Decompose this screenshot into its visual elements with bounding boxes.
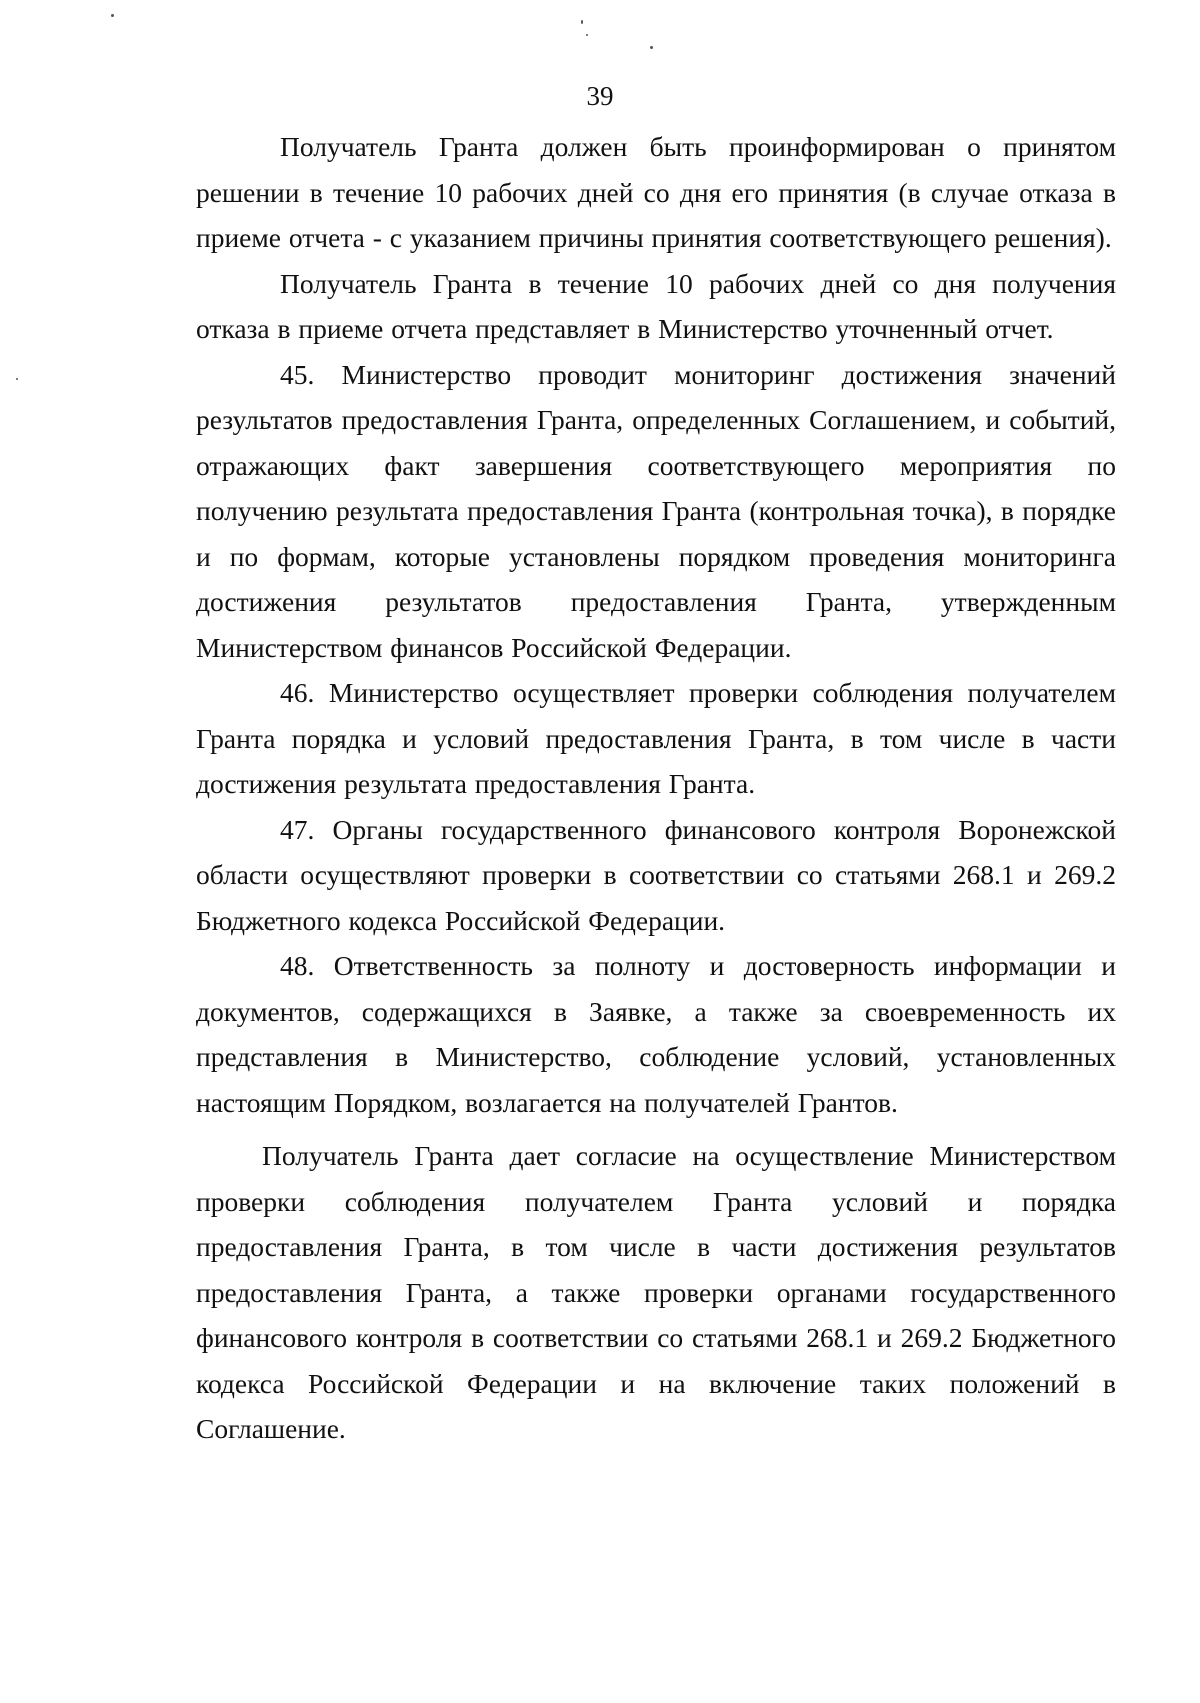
paragraph-item-45: 45. Министерство проводит мониторинг достижения значений результатов предоставления Гранта, определенных Соглашением, и событий, отражающих факт завершения соответствующего мероприятия по получению результата предоставления Гранта (контрольная точка), в порядке и по формам, которые установлены порядком проведения мониторинга достижения результатов предоставления Гранта, утвержденным Министерством финансов Российской Федерации. [196, 358, 1116, 663]
paragraph-item-48: 48. Ответственность за полноту и достоверность информации и документов, содержащихся в Заявке, а также за своевременность их представления в Министерство, соблюдение условий, установленных настоящим Порядком, возлагается на получателей Грантов. [196, 950, 1116, 1118]
paragraph-item-46: 46. Министерство осуществляет проверки соблюдения получателем Гранта порядка и условий предоставления Гранта, в том числе в части достижения результата предоставления Гранта. [196, 677, 1116, 799]
paragraph-item-47: 47. Органы государственного финансового контроля Воронежской области осуществляют проверки в соответствии со статьями 268.1 и 269.2 Бюджетного кодекса Российской Федерации. [196, 813, 1116, 936]
page-number: 39 [586, 81, 614, 111]
paragraph-consent: Получатель Гранта дает согласие на осуществление Министерством проверки соблюдения получателем Гранта условий и порядка предоставления Гранта, в том числе в части достижения результатов предоставления Гранта, а также проверки органами государственного финансового контроля в соответствии со статьями 268.1 и 269.2 Бюджетного кодекса Российской Федерации и на включение таких положений в Соглашение. [196, 1140, 1116, 1444]
document-body [196, 124, 1116, 1452]
scan-speck [650, 46, 653, 49]
paragraph-refined-report: Получатель Гранта в течение 10 рабочих дней со дня получения отказа в приеме отчета представляет в Министерство уточненный отчет. [196, 267, 1116, 344]
paragraph-decision-notice: Получатель Гранта должен быть проинформирован о принятом решении в течение 10 рабочих дней со дня его принятия (в случае отказа в приеме отчета - с указанием причины принятия соответствующего решения). [196, 131, 1116, 253]
scan-speck [581, 20, 583, 24]
scan-speck [16, 378, 18, 380]
scan-speck [586, 34, 588, 36]
scan-speck [111, 14, 114, 17]
